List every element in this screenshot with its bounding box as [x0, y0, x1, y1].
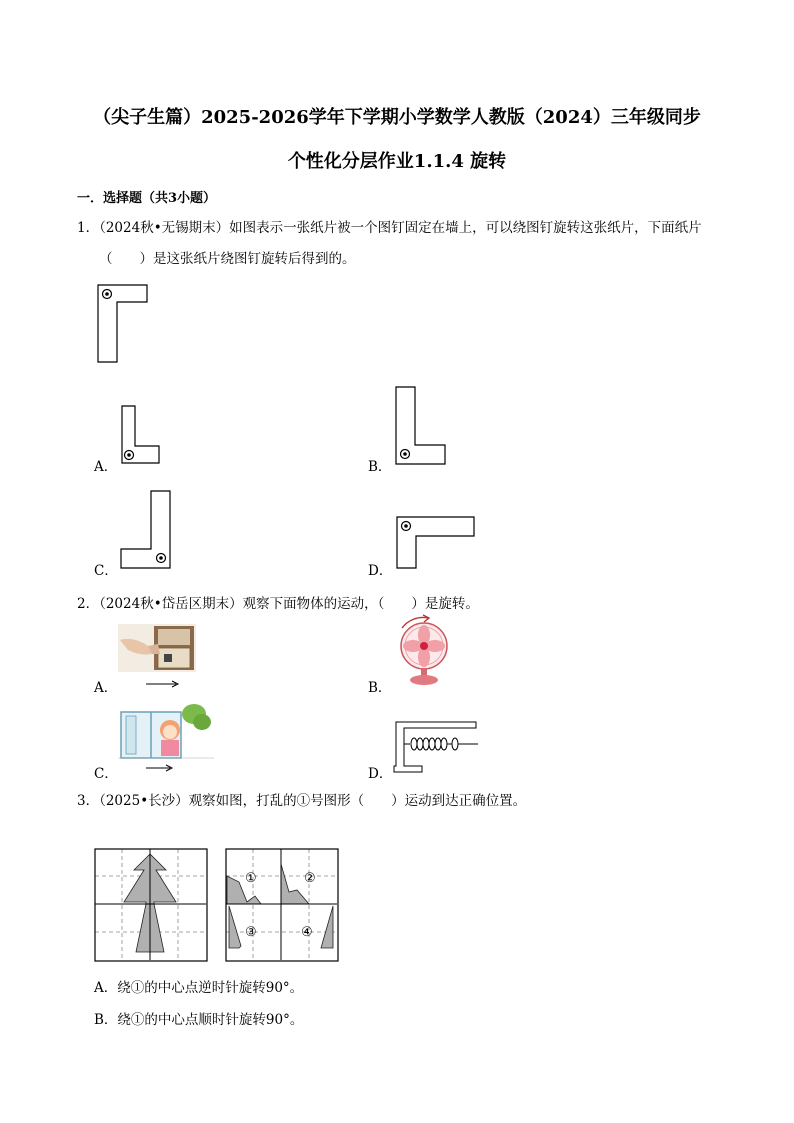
question-1-text-line2: （ ）是这张纸片绕图钉旋转后得到的。 — [99, 251, 356, 267]
question-1-text-line1: 1．（2024秋•无锡期末）如图表示一张纸片被一个图钉固定在墙上，可以绕图钉旋转这张纸片，下面纸片 — [77, 220, 702, 236]
question-1-option-c-label[interactable]: C． — [94, 563, 118, 579]
question-2-option-b-fan-image[interactable] — [392, 616, 456, 688]
question-2-option-c-label[interactable]: C． — [94, 766, 118, 782]
question-1-option-d-label[interactable]: D． — [368, 563, 393, 579]
section-heading: 一．选择题（共3小题） — [77, 191, 217, 206]
question-1-option-d-shape[interactable] — [396, 516, 476, 570]
question-1-option-b-label[interactable]: B． — [368, 459, 392, 475]
question-2-option-b-label[interactable]: B． — [368, 680, 392, 696]
grid-label-1: ① — [245, 871, 257, 886]
question-3-correct-grid — [94, 848, 208, 962]
question-2-option-d-label[interactable]: D． — [368, 766, 393, 782]
grid-label-3: ③ — [245, 925, 257, 940]
question-2-option-a-drawer-image[interactable] — [118, 624, 198, 688]
question-3-text: 3．（2025•长沙）观察如图，打乱的①号图形（ ）运动到达正确位置。 — [77, 793, 527, 809]
question-1-option-c-shape[interactable] — [120, 490, 172, 570]
grid-label-4: ④ — [301, 925, 313, 940]
question-3-scrambled-grid — [225, 848, 339, 962]
question-2-option-c-window-image[interactable] — [118, 700, 214, 774]
question-2-option-d-spring-image[interactable] — [390, 720, 480, 776]
question-1-option-b-shape[interactable] — [395, 386, 447, 466]
question-3-option-b[interactable]: B．绕①的中心点顺时针旋转90°。 — [94, 1012, 304, 1028]
question-1-option-a-shape[interactable] — [121, 405, 161, 465]
grid-label-2: ② — [304, 871, 316, 886]
page-title-line2: 个性化分层作业1.1.4 旋转 — [287, 151, 507, 172]
question-3-option-a[interactable]: A．绕①的中心点逆时针旋转90°。 — [94, 980, 304, 996]
question-1-option-a-label[interactable]: A． — [94, 459, 118, 475]
question-2-option-a-label[interactable]: A． — [94, 680, 118, 696]
question-1-original-shape — [97, 284, 149, 364]
question-2-text: 2．（2024秋•岱岳区期末）观察下面物体的运动，（ ）是旋转。 — [77, 596, 479, 612]
page-title-line1: （尖子生篇）2025-2026学年下学期小学数学人教版（2024）三年级同步 — [93, 107, 701, 128]
